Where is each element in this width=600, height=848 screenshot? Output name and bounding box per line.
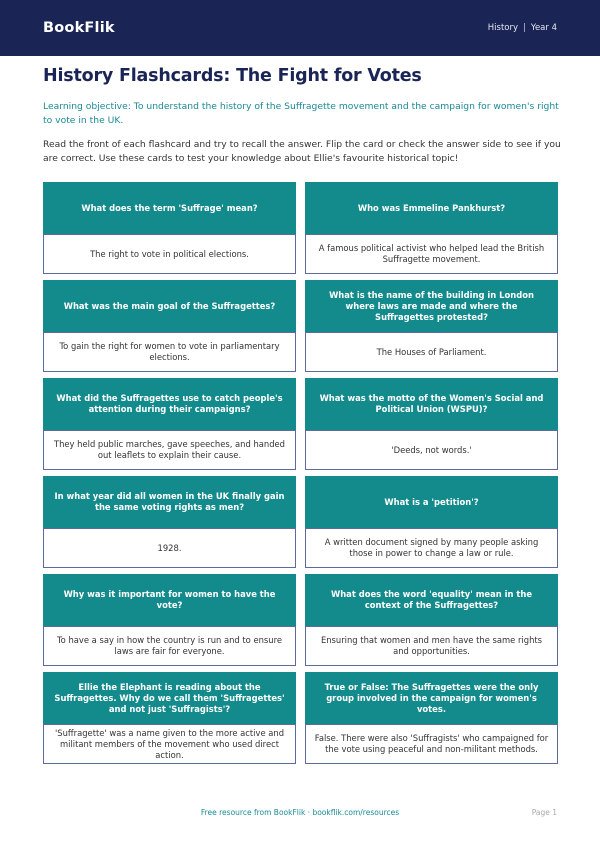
flashcard-grid bbox=[43, 182, 558, 764]
header-bar bbox=[0, 0, 600, 56]
flashcard[interactable] bbox=[43, 378, 296, 470]
flashcard-question[interactable]: What was the main goal of the Suffragettes? bbox=[43, 280, 296, 332]
flashcard[interactable] bbox=[305, 378, 558, 470]
flashcard-question[interactable]: What does the term 'Suffrage' mean? bbox=[43, 182, 296, 234]
flashcard[interactable] bbox=[43, 672, 296, 764]
flashcard[interactable] bbox=[305, 574, 558, 666]
flashcard[interactable] bbox=[305, 182, 558, 274]
flashcard[interactable] bbox=[43, 574, 296, 666]
footer-resource-link[interactable]: Free resource from BookFlik · bookflik.com/resources bbox=[200, 808, 400, 817]
flashcard-question[interactable]: What was the motto of the Women's Social and Political Union (WSPU)? bbox=[305, 378, 558, 430]
flashcard-answer: 'Suffragette' was a name given to the more active and militant members of the movement who used direct action. bbox=[43, 724, 296, 764]
flashcard-answer: False. There were also 'Suffragists' who campaigned for the vote using peaceful and non-militant methods. bbox=[305, 724, 558, 764]
flashcard-question[interactable]: What is the name of the building in London where laws are made and where the Suffragettes protested? bbox=[305, 280, 558, 332]
flashcard[interactable] bbox=[305, 280, 558, 372]
flashcard-question[interactable]: True or False: The Suffragettes were the only group involved in the campaign for women's votes. bbox=[305, 672, 558, 724]
learning-objective: Learning objective: To understand the history of the Suffragette movement and the campaign for women's right to vote in the UK. bbox=[43, 101, 559, 126]
flashcard[interactable] bbox=[43, 476, 296, 568]
flashcard-answer: A famous political activist who helped lead the British Suffragette movement. bbox=[305, 234, 558, 274]
flashcard-question[interactable]: What did the Suffragettes use to catch people's attention during their campaigns? bbox=[43, 378, 296, 430]
flashcard-question[interactable]: Why was it important for women to have the vote? bbox=[43, 574, 296, 626]
flashcard-answer: They held public marches, gave speeches, and handed out leaflets to explain their cause. bbox=[43, 430, 296, 470]
flashcard[interactable] bbox=[305, 672, 558, 764]
flashcard[interactable] bbox=[43, 280, 296, 372]
instructions: Read the front of each flashcard and try to recall the answer. Flip the card or check the answer side to see if you are correct. Use these cards to test your knowledge about Ellie's favourite historical topic! bbox=[43, 139, 561, 164]
flashcard-question[interactable]: What does the word 'equality' mean in the context of the Suffragettes? bbox=[305, 574, 558, 626]
flashcard-answer: 'Deeds, not words.' bbox=[305, 430, 558, 470]
flashcard-answer: To gain the right for women to vote in parliamentary elections. bbox=[43, 332, 296, 372]
flashcard[interactable] bbox=[43, 182, 296, 274]
brand-logo[interactable]: BookFlik bbox=[43, 20, 115, 36]
flashcard-answer: The right to vote in political elections. bbox=[43, 234, 296, 274]
flashcard-question[interactable]: Ellie the Elephant is reading about the Suffragettes. Why do we call them 'Suffragettes' and not just 'Suffragists'? bbox=[43, 672, 296, 724]
breadcrumb-subject: History bbox=[487, 23, 519, 33]
flashcard-question[interactable]: In what year did all women in the UK finally gain the same voting rights as men? bbox=[43, 476, 296, 528]
breadcrumb-separator: | bbox=[523, 23, 526, 33]
flashcard-answer: A written document signed by many people asking those in power to change a law or rule. bbox=[305, 528, 558, 568]
flashcard-question[interactable]: Who was Emmeline Pankhurst? bbox=[305, 182, 558, 234]
flashcard-answer: The Houses of Parliament. bbox=[305, 332, 558, 372]
flashcard[interactable] bbox=[305, 476, 558, 568]
flashcard-answer: To have a say in how the country is run and to ensure laws are fair for everyone. bbox=[43, 626, 296, 666]
page-number: Page 1 bbox=[531, 808, 557, 817]
flashcard-question[interactable]: What is a 'petition'? bbox=[305, 476, 558, 528]
flashcard-answer: 1928. bbox=[43, 528, 296, 568]
flashcard-answer: Ensuring that women and men have the same rights and opportunities. bbox=[305, 626, 558, 666]
breadcrumb-year: Year 4 bbox=[530, 23, 557, 33]
page-title: History Flashcards: The Fight for Votes bbox=[43, 66, 422, 86]
breadcrumb bbox=[488, 23, 557, 33]
